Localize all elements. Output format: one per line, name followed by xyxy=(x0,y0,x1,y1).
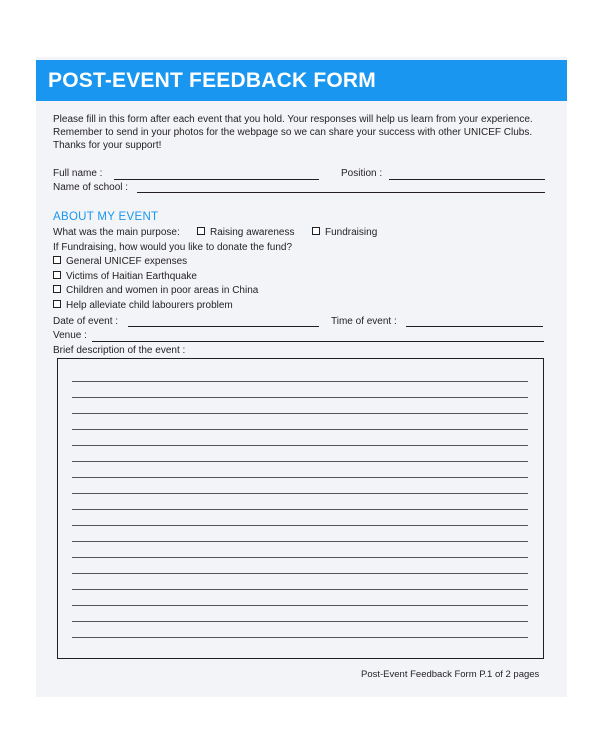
date-field[interactable] xyxy=(128,326,319,327)
date-label: Date of event : xyxy=(53,316,119,327)
checkbox[interactable] xyxy=(53,256,61,264)
checkbox[interactable] xyxy=(312,227,320,235)
description-line[interactable] xyxy=(72,397,528,398)
description-line[interactable] xyxy=(72,605,528,606)
position-label: Position : xyxy=(341,168,383,179)
option-label: General UNICEF expenses xyxy=(66,256,188,267)
donate-option-general[interactable] xyxy=(53,256,187,267)
about-event-heading: ABOUT MY EVENT xyxy=(53,211,159,223)
option-label: Raising awareness xyxy=(210,227,295,238)
purpose-option-fundraising[interactable] xyxy=(312,227,377,238)
description-line[interactable] xyxy=(72,429,528,430)
school-label: Name of school : xyxy=(53,182,129,193)
time-field[interactable] xyxy=(406,326,543,327)
description-line[interactable] xyxy=(72,381,528,382)
page-footer: Post-Event Feedback Form P.1 of 2 pages xyxy=(361,669,540,680)
title-banner xyxy=(36,60,567,101)
description-line[interactable] xyxy=(72,509,528,510)
position-field[interactable] xyxy=(389,179,545,180)
option-label: Fundraising xyxy=(325,227,378,238)
description-line[interactable] xyxy=(72,637,528,638)
option-label: Victims of Haitian Earthquake xyxy=(66,271,197,282)
description-line[interactable] xyxy=(72,413,528,414)
description-line[interactable] xyxy=(72,525,528,526)
description-line[interactable] xyxy=(72,477,528,478)
description-box[interactable] xyxy=(57,358,544,659)
full-name-label: Full name : xyxy=(53,168,103,179)
description-line[interactable] xyxy=(72,557,528,558)
description-line[interactable] xyxy=(72,493,528,494)
checkbox[interactable] xyxy=(197,227,205,235)
description-line[interactable] xyxy=(72,541,528,542)
intro-text: Please fill in this form after each event that you hold. Your responses will help us learn from your experience. Remember to send in your photos for the webpage so we can share your success with other UNICEF Clubs. Thanks for your support! xyxy=(53,114,533,151)
description-line[interactable] xyxy=(72,573,528,574)
description-line[interactable] xyxy=(72,621,528,622)
description-line[interactable] xyxy=(72,589,528,590)
full-name-field[interactable] xyxy=(114,179,319,180)
page-title: POST-EVENT FEEDBACK FORM xyxy=(48,69,376,92)
purpose-option-raising-awareness[interactable] xyxy=(197,227,295,238)
option-label: Help alleviate child labourers problem xyxy=(66,300,233,311)
venue-field[interactable] xyxy=(92,341,544,342)
description-line[interactable] xyxy=(72,445,528,446)
checkbox[interactable] xyxy=(53,271,61,279)
venue-label: Venue : xyxy=(53,330,87,341)
donate-option-haiti[interactable] xyxy=(53,271,197,282)
purpose-question: What was the main purpose: xyxy=(53,227,180,238)
description-line[interactable] xyxy=(72,461,528,462)
description-label: Brief description of the event : xyxy=(53,345,186,356)
donate-option-child-labour[interactable] xyxy=(53,300,233,311)
option-label: Children and women in poor areas in China xyxy=(66,285,259,296)
time-label: Time of event : xyxy=(331,316,397,327)
donate-option-china[interactable] xyxy=(53,285,258,296)
form-page xyxy=(36,57,567,697)
school-field[interactable] xyxy=(137,192,545,193)
donate-question: If Fundraising, how would you like to donate the fund? xyxy=(53,242,293,253)
checkbox[interactable] xyxy=(53,300,61,308)
checkbox[interactable] xyxy=(53,285,61,293)
